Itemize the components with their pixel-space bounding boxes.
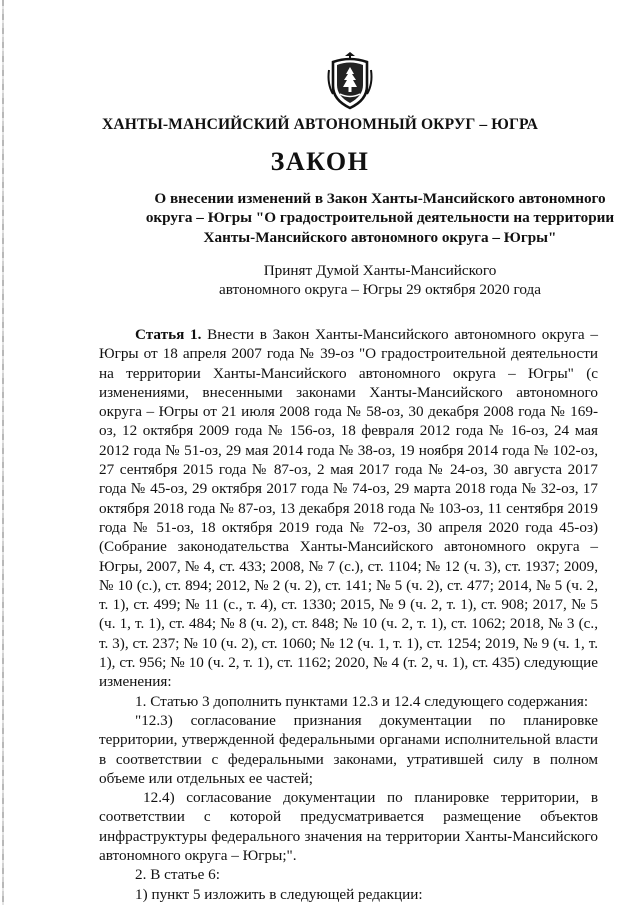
coat-of-arms-emblem (325, 50, 375, 110)
amendment-clause-12-3: "12.3) согласование признания документации по планировке территории, утвержденной федеральными органами исполнительной власти в соответствии с федеральными законами, утратившей силу в полном объеме или отдельных ее частей; (99, 711, 598, 787)
amendment-subitem-1: 1) пункт 5 изложить в следующей редакции: (135, 885, 423, 903)
law-title (80, 189, 640, 247)
article-label: Статья 1. (135, 326, 202, 343)
article-text: Внести в Закон Ханты-Мансийского автономного округа – Югры от 18 апреля 2007 года № 39-оз "О градостроительной деятельности на территории Ханты-Мансийского автономного округа – Югры" (с изменениями, внесенными законами Ханты-Мансийского автономного округа – Югры от 21 июля 2008 года № 58-оз, 30 декабря 2008 года № 169-оз, 12 октября 2009 года № 156-оз, 18 февраля 2012 года № 16-оз, 24 мая 2012 года № 51-оз, 29 мая 2014 года № 38-оз, 19 ноября 2014 года № 102-оз, 27 сентября 2015 года № 87-оз, 2 мая 2017 года № 24-оз, 30 августа 2017 года № 45-оз, 29 октября 2017 года № 74-оз, 29 марта 2018 года № 32-оз, 17 октября 2018 года № 87-оз, 13 декабря 2018 года № 103-оз, 11 сентября 2019 года № 51-оз, 18 октября 2019 года № 72-оз, 30 апреля 2020 года 45-оз) (Собрание законодательства Ханты-Мансийского автономного округа – Югры, 2007, № 4, ст. 433; 2008, № 7 (с.), ст. 1104; № 12 (ч. 3), ст. 1937; 2009, № 10 (с.), ст. 894; 2012, № 2 (ч. 2), ст. 141; № 5 (ч. 2), ст. 477; 2014, № 5 (ч. 2, т. 1), ст. 499; № 11 (с., т. 4), ст. 1330; 2015, № 9 (ч. 2, т. 1), ст. 908; 2017, № 5 (ч. 1, т. 1), ст. 484; № 8 (ч. 2), ст. 848; № 10 (ч. 2, т. 1), ст. 1062; 2018, № 3 (с., т. 3), ст. 237; № 10 (ч. 2), ст. 1060; № 12 (ч. 1, т. 1), ст. 1254; 2019, № 9 (ч. 1, т. 1), ст. 956; № 10 (ч. 2, т. 1), ст. 1162; 2020, № 4 (т. 2, ч. 1), ст. 435) следующие изменения: (99, 326, 598, 691)
title-line: Ханты-Мансийского автономного округа – Югры" (203, 228, 557, 246)
amendment-clause-12-4: 12.4) согласование документации по планировке территории, в соответствии с которой предусматривается размещение объектов инфраструктуры федерального значения на территории Ханты-Мансийского автономного округа – Югры;". (99, 789, 598, 865)
adoption-line: автономного округа – Югры 29 октября 2020 года (218, 281, 542, 299)
law-body (99, 325, 598, 904)
amendment-item-1: 1. Статью 3 дополнить пунктами 12.3 и 12.4 следующего содержания: (135, 692, 589, 710)
adoption-note (60, 261, 640, 300)
title-line: О внесении изменений в Закон Ханты-Мансийского автономного (154, 190, 606, 207)
adoption-line: Принят Думой Ханты-Мансийского (263, 262, 497, 279)
document-type-heading: ЗАКОН (270, 147, 370, 176)
article-1-paragraph (99, 325, 598, 692)
region-heading: ХАНТЫ-МАНСИЙСКИЙ АВТОНОМНЫЙ ОКРУГ – ЮГРА (102, 116, 538, 133)
amendment-item-2: 2. В статье 6: (135, 866, 220, 884)
scan-edge-line (2, 0, 4, 905)
title-line: округа – Югры "О градостроительной деятельности на территории (145, 209, 615, 227)
